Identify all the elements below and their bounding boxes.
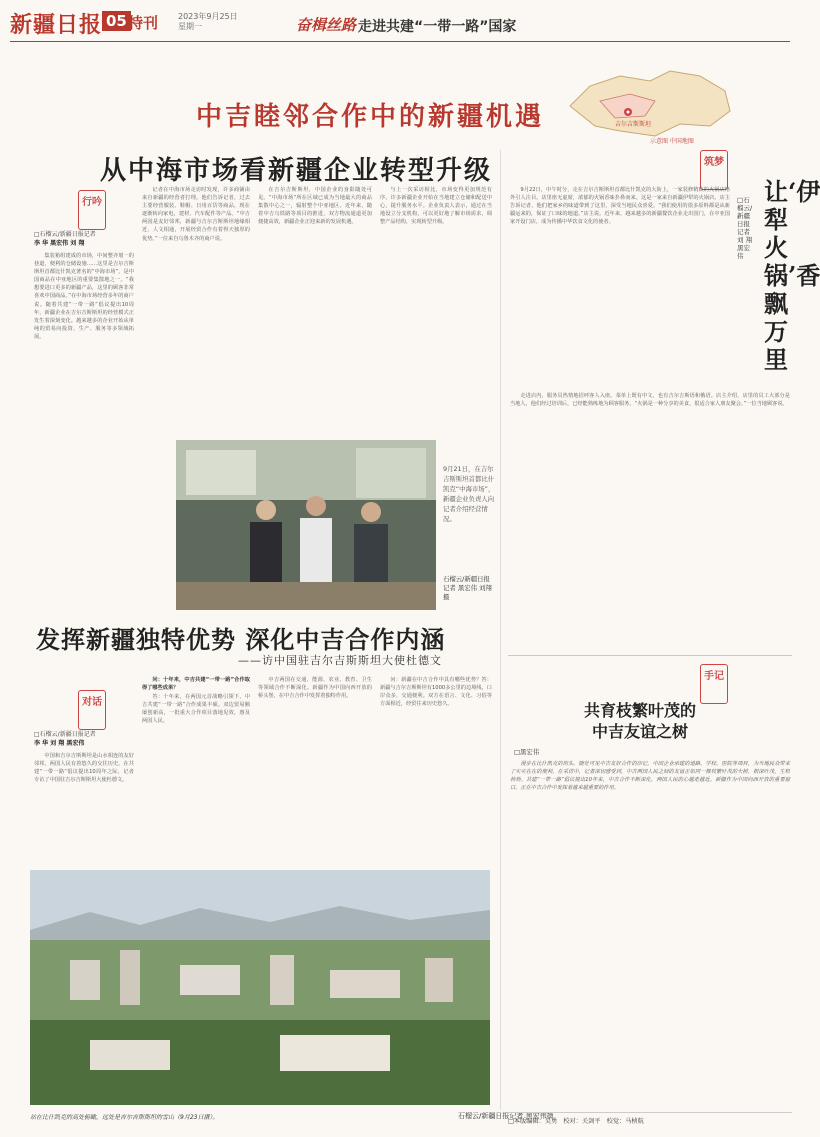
slogan: 奋楫丝路 (296, 16, 357, 34)
column-divider (500, 150, 501, 1110)
right1-text: 9月22日，中午时分，走在吉尔吉斯斯坦首都比什凯克的大街上，一家装修精致的火锅店格外引人注目。店里座无虚席，浓郁的火锅香味扑鼻而来。这是一家来自新疆伊犁的火锅店。店主告诉记者，他们把家乡的味道带到了这里，深受当地民众喜爱。“我们使用的很多原料都是从新疆运来的，保证了口味的地道。”店主说。近年来，越来越多的新疆餐饮企业走出国门，在中亚国家开设门店，成为传播中华饮食文化的使者。 (510, 187, 730, 226)
map-note: 示意图 中国地图 (650, 138, 694, 145)
page-main-title: 中吉睦邻合作中的新疆机遇 (196, 102, 545, 132)
issue-date: 2023年9月25日 星期一 (178, 12, 238, 31)
page-number: 05 (102, 11, 131, 31)
article2-photo (30, 870, 490, 1105)
map-icon (560, 46, 740, 150)
article1-photo (176, 440, 436, 610)
article2-col1: 中国和吉尔吉斯斯坦是山水相连的友好邻邦，两国人民有着悠久的交往历史。在共建“一带一路”倡议提出10周年之际，记者专访了中国驻吉尔吉斯斯坦大使杜德文。 (34, 753, 134, 784)
article2-col3: 中吉两国在交通、能源、农业、教育、卫生等领域合作不断深化。新疆作为中国向西开放的桥头堡，在中吉合作中发挥着独特作用。 (258, 677, 372, 700)
city-label: 吉尔吉斯斯坦 (615, 121, 652, 128)
right2-text: 漫步在比什凯克的街头，随处可见中吉友好合作的印记。中国企业承建的道路、学校、医院等项目，为当地民众带来了实实在在的便利。在采访中，记者深切感受到，中吉两国人民之间的友谊正如同一棵枝繁叶茂的大树，根深叶茂，生机勃勃。共建“一带一路”倡议提出10年来，中吉合作不断深化，两国人民的心越走越近。新疆作为中国向西开放的重要窗口，正在中吉合作中发挥着越来越重要的作用。 (510, 761, 790, 792)
article1-title: 从中海市场看新疆企业转型升级 (100, 156, 493, 186)
section-divider (508, 655, 792, 656)
article1-photo-caption: 9月21日，在吉尔吉斯斯坦首都比什凯克“中海市场”，新疆企业负责人向记者介绍经营情况。 (443, 465, 495, 523)
article1-byline: □石榴云/新疆日报记者 李 华 黑宏伟 刘 翔 (34, 231, 96, 247)
article2-subtitle: ——访中国驻吉尔吉斯斯坦大使杜德文 (238, 654, 442, 667)
page-footer: □本版编辑：吴勇 校对：关剑平 校觉：马桢航 (508, 1112, 792, 1125)
article2-col2: 问：十年来，中吉共建“一带一路”合作取得了哪些成果？ 答：十年来，在两国元首战略引领下，中吉共建“一带一路”合作成果丰硕。双边贸易额屡创新高，一批重大合作项目落地见效，惠及两国人民。 (142, 677, 250, 725)
article2-photo-caption: 站在比什凯克的高处俯瞰，远处是吉尔吉斯斯坦的雪山（9月23日摄）。 (30, 1114, 219, 1121)
article1-tag: 行吟 (78, 190, 106, 230)
right2-tag: 手记 (700, 664, 728, 704)
right2-title: 共育枝繁叶茂的 中吉友谊之树 (584, 701, 697, 741)
right2-byline: □黑宏伟 (514, 748, 540, 756)
article2-photo-credit: 石榴云/新疆日报记者 黑宏伟摄 (458, 1112, 554, 1120)
right1-text2: 走进店内，服务员热情地招呼客人入座。菜单上既有中文，也有吉尔吉斯语和俄语。店主介绍，店里的员工大部分是当地人，他们经过培训后，已经能熟练地为顾客服务。“火锅是一种分享的美食，很适合家人朋友聚会。”一位当地顾客说。 (510, 393, 790, 408)
right1-tag: 筑梦 (700, 150, 728, 190)
right1-title: 让‘伊犁火锅’香飘万里 (764, 177, 820, 374)
article1-col1: 集装箱组建成的市场，中间整齐划一的巷道，便利的仓储设施……这里是吉尔吉斯斯坦首都比什凯克著名的“中海市场”，是中国商品在中亚地区的重要集散地之一。“我想要进口更多的新疆产品，这里的顾客非常喜欢中国商品。”在中海市场经营多年的商户说。随着共建“一带一路”倡议提出10周年，新疆企业在吉尔吉斯斯坦的经营模式正发生着深刻变化。越来越多的企业开始从单纯的贸易向投资、生产、服务等多领域拓展。 (34, 253, 134, 340)
article1-col4: 与上一次采访相比，市场变得更加规范有序。许多新疆企业开始在当地建立仓储和配送中心，提升服务水平。企业负责人表示，通过在当地设立分支机构，可以更好地了解市场需求，调整产品结构，实现转型升级。 (380, 187, 492, 226)
right1-byline: □石榴云/新疆日报记者 刘 翔 黑宏伟 (737, 196, 753, 260)
article1-photo-credit: 石榴云/新疆日报记者 黑宏伟 刘翔摄 (443, 575, 492, 601)
article2-tag: 对话 (78, 690, 106, 730)
section-name: 特刊 (128, 14, 159, 32)
article2-col4: 问：新疆在中吉合作中具有哪些优势？答：新疆与吉尔吉斯斯坦有1000多公里的边境线，口岸众多，交通便利。双方在语言、文化、习俗等方面相近，经贸往来历史悠久。 (380, 677, 492, 708)
brand-logo: 新疆日报 (10, 12, 103, 38)
article2-title: 发挥新疆独特优势 深化中吉合作内涵 (36, 625, 446, 654)
article1-col3: 在吉尔吉斯斯坦，中国企业的身影随处可见。“中海市场”所在区域已成为当地最大的商品集散中心之一，辐射整个中亚地区。近年来，随着中吉乌铁路等项目的推进，双方物流通道更加便捷高效，新疆企业正迎来新的发展机遇。 (258, 187, 372, 226)
theme-title: 走进共建“一带一路”国家 (358, 19, 517, 35)
article2-byline: □石榴云/新疆日报记者 李 华 刘 翔 黑宏伟 (34, 731, 96, 747)
masthead (10, 8, 790, 42)
article1-col2: 记者在中海市场走访时发现，许多商铺由来自新疆的经营者打理。他们告诉记者，过去主要经营服装、鞋帽、日用百货等商品，现在逐渐转向家电、建材、汽车配件等产品。“中吉两国是友好邻邦，新疆与吉尔吉斯斯坦地缘相近、人文相通，开展经贸合作有着得天独厚的优势。”一位来自乌鲁木齐的商户说。 (142, 187, 250, 242)
